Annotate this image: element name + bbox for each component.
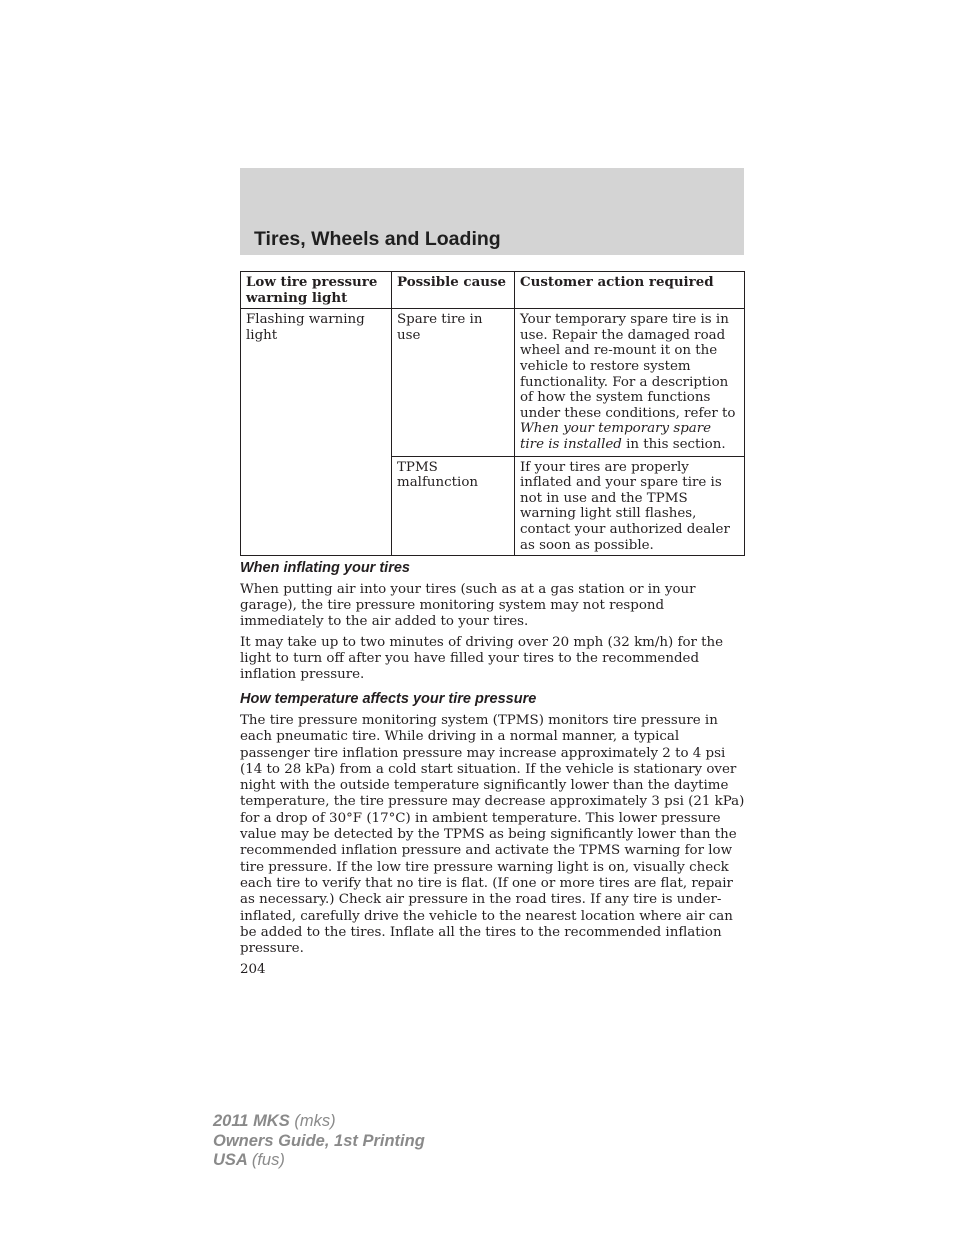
cell-action: If your tires are properly inflated and your spare tire is not in use and the TPMS warning light still flashes, contact your authorized dealer as soon as possible.: [515, 456, 745, 556]
cross-reference: When your temporary spare tire is installed: [520, 421, 712, 452]
subheading-temperature: How temperature affects your tire pressure: [240, 691, 537, 707]
cell-action: [515, 309, 745, 456]
paragraph: It may take up to two minutes of driving over 20 mph (32 km/h) for the light to turn off after you have filled your tires to the recommended inflation pressure.: [240, 635, 724, 682]
column-header-cause: Possible cause: [392, 272, 515, 309]
cell-cause: TPMS malfunction: [392, 456, 515, 556]
table-header-row: [241, 272, 745, 309]
paragraph: The tire pressure monitoring system (TPMS) monitors tire pressure in each pneumatic tire. While driving in a normal manner, a typical passenger tire inflation pressure may increase approximately 2 to 4 psi (14 to 28 kPa) from a cold start situation. If the vehicle is stationary over night with the outside temperature significantly lower than the daytime temperature, the tire pressure may decrease approximately 3 psi (21 kPa) for a drop of 30°F (17°C) in ambient temperature. This lower pressure value may be detected by the TPMS as being significantly lower than the recommended inflation pressure and activate the TPMS warning for low tire pressure. If the low tire pressure warning light is on, visually check each tire to verify that no tire is flat. (If one or more tires are flat, repair as necessary.) Check air pressure in the road tires. If any tire is under-inflated, carefully drive the vehicle to the nearest location where air can be added to the tires. Inflate all the tires to the recommended inflation pressure.: [240, 713, 745, 957]
footer-line-guide: Owners Guide, 1st Printing: [213, 1131, 425, 1150]
page-number: 204: [240, 962, 266, 978]
body-content: [240, 560, 745, 983]
column-header-action: Customer action required: [515, 272, 745, 309]
footer-line-model: 2011 MKS (mks): [213, 1112, 336, 1130]
column-header-light: Low tire pressure warning light: [241, 272, 392, 309]
action-text: Your temporary spare tire is in use. Repair the damaged road wheel and re-mount it on the vehicle to restore system functionality. For a description of how the system functions under these conditions, refer to: [520, 312, 736, 421]
section-header-band: [240, 168, 744, 255]
section-title: Tires, Wheels and Loading: [254, 228, 501, 250]
cell-cause: Spare tire in use: [392, 309, 515, 456]
table-row: [241, 309, 745, 456]
footer-line-market: USA (fus): [213, 1151, 285, 1169]
action-text-end: in this section.: [621, 436, 726, 452]
cell-light-state: Flashing warning light: [241, 309, 392, 556]
subheading-inflating: When inflating your tires: [240, 560, 410, 576]
paragraph: When putting air into your tires (such as at a gas station or in your garage), the tire pressure monitoring system may not respond immediately to the air added to your tires.: [240, 582, 696, 629]
document-footer: [213, 1112, 425, 1171]
warning-light-table: [240, 271, 745, 556]
